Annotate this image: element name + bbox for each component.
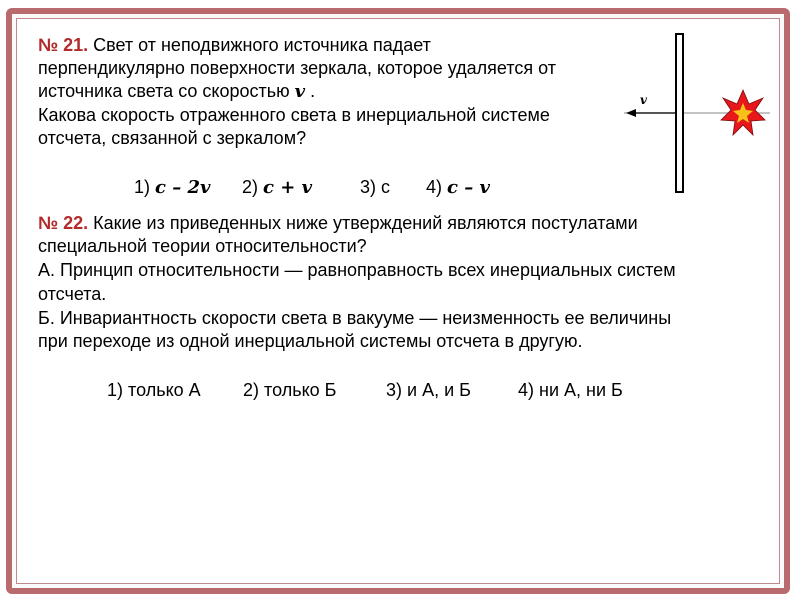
q21-option-2[interactable] bbox=[242, 177, 360, 198]
q21-line-3 bbox=[38, 80, 315, 103]
option-value: ни А, ни Б bbox=[539, 380, 623, 400]
q22-line-2: специальной теории относительности? bbox=[38, 236, 367, 256]
q22-option-3[interactable] bbox=[386, 380, 518, 401]
q21-answer-options bbox=[134, 177, 490, 198]
q22-option-2[interactable] bbox=[243, 380, 386, 401]
option-label: 1) bbox=[134, 177, 151, 197]
mirror bbox=[676, 34, 683, 192]
q22-line-6: при переходе из одной инерциальной системы отсчета в другую. bbox=[38, 331, 583, 351]
q22-answer-options bbox=[107, 380, 623, 401]
q21-text-3-end: . bbox=[310, 81, 316, 101]
q22-line-3: А. Принцип относительности — равноправность всех инерциальных систем bbox=[38, 260, 676, 280]
option-label: 3) bbox=[360, 177, 377, 197]
mirror-diagram bbox=[620, 30, 780, 200]
option-label: 2) bbox=[243, 380, 260, 400]
option-value: только Б bbox=[264, 380, 337, 400]
option-value: c + v bbox=[263, 177, 313, 198]
option-value: c – v bbox=[447, 177, 490, 198]
q21-line-4: Какова скорость отраженного света в инерциальной системе bbox=[38, 105, 550, 125]
q21-option-3[interactable] bbox=[360, 177, 426, 198]
q21-line-1 bbox=[38, 34, 431, 57]
q21-line-5: отсчета, связанной с зеркалом? bbox=[38, 128, 307, 148]
q21-velocity-var: v bbox=[294, 81, 306, 102]
q22-option-4[interactable] bbox=[518, 380, 623, 401]
q21-number: № 21. bbox=[38, 35, 89, 55]
option-value: c – 2v bbox=[155, 177, 211, 198]
q21-option-1[interactable] bbox=[134, 177, 242, 198]
option-value: c bbox=[381, 177, 391, 197]
q21-text-1: Свет от неподвижного источника падает bbox=[93, 35, 431, 55]
velocity-arrow-head bbox=[626, 109, 636, 117]
q21-line-2: перпендикулярно поверхности зеркала, которое удаляется от bbox=[38, 58, 556, 78]
option-label: 2) bbox=[242, 177, 259, 197]
q22-option-1[interactable] bbox=[107, 380, 243, 401]
option-label: 3) bbox=[386, 380, 403, 400]
q22-line-5: Б. Инвариантность скорости света в вакууме — неизменность ее величины bbox=[38, 308, 672, 328]
q22-number: № 22. bbox=[38, 213, 89, 233]
option-label: 4) bbox=[426, 177, 443, 197]
q22-line-4: отсчета. bbox=[38, 284, 107, 304]
velocity-label: v bbox=[640, 93, 647, 107]
option-value: только А bbox=[128, 380, 201, 400]
q21-option-4[interactable] bbox=[426, 177, 490, 198]
option-label: 1) bbox=[107, 380, 124, 400]
q22-text-1: Какие из приведенных ниже утверждений являются постулатами bbox=[93, 213, 638, 233]
q21-text-3: источника света со скоростью bbox=[38, 81, 290, 101]
option-label: 4) bbox=[518, 380, 535, 400]
option-value: и А, и Б bbox=[407, 380, 471, 400]
q22-line-1 bbox=[38, 212, 638, 235]
